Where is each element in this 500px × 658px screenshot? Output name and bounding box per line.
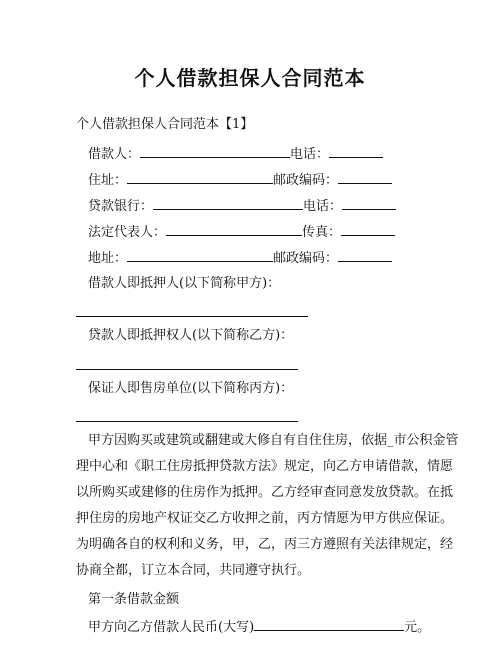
article1-text-b: 元。 — [404, 620, 431, 635]
article1-title: 第一条借款金额 — [88, 592, 180, 607]
legal-rep-blank — [166, 223, 302, 236]
body-line: 协商全都，订立本合同，共同遵守执行。 — [76, 563, 311, 578]
body-line: 以所购买或建修的住房作为抵押。乙方经审查同意发放贷款。在抵 — [76, 485, 454, 500]
phone2-label: 电话： — [303, 199, 343, 214]
party-b-blank — [76, 369, 298, 370]
party-b-label: 贷款人即抵押权人(以下简称乙方)： — [88, 328, 294, 343]
fax-blank — [341, 223, 395, 236]
phone1-blank — [329, 145, 383, 158]
article1-text — [88, 618, 430, 636]
party-a-blank — [76, 316, 308, 317]
body-line: 押住房的房地产权证交乙方收押之前，丙方情愿为甲方供应保证。 — [76, 511, 454, 526]
address1-blank — [127, 171, 273, 184]
phone2-blank — [342, 197, 396, 210]
postcode1-label: 邮政编码： — [273, 173, 339, 188]
lender-bank-label: 贷款银行： — [88, 199, 154, 214]
party-a-label: 借款人即抵押人(以下简称甲方)： — [88, 276, 281, 291]
document-title: 个人借款担保人合同范本 — [134, 66, 366, 90]
body-paragraph — [76, 428, 459, 584]
party-c-label: 保证人即售房单位(以下简称丙方)： — [88, 381, 294, 396]
party-c-blank — [76, 421, 298, 422]
address2-row — [88, 249, 392, 267]
body-line: 理中心和《职工住房抵押贷款方法》规定，向乙方申请借款，情愿 — [76, 459, 454, 474]
borrower-blank — [140, 145, 290, 158]
address1-row — [88, 171, 392, 189]
borrower-row — [88, 145, 383, 163]
legal-rep-label: 法定代表人： — [88, 225, 167, 240]
legal-rep-row — [88, 223, 395, 241]
fax-label: 传真： — [302, 225, 342, 240]
postcode2-blank — [338, 249, 392, 262]
address2-blank — [127, 249, 273, 262]
lender-bank-blank — [153, 197, 303, 210]
body-line: 为明确各自的权利和义务，甲，乙，丙三方遵照有关法律规定，经 — [76, 537, 454, 552]
postcode1-blank — [338, 171, 392, 184]
loan-amount-blank — [254, 618, 404, 631]
lender-bank-row — [88, 197, 396, 215]
phone1-label: 电话： — [290, 147, 330, 162]
document-subtitle: 个人借款担保人合同范本【1】 — [76, 117, 254, 132]
postcode2-label: 邮政编码： — [273, 251, 339, 266]
borrower-label: 借款人： — [88, 147, 141, 162]
body-line: 甲方因购买或建筑或翻建或大修自有自住住房，依据_市公积金管 — [88, 433, 459, 448]
article1-text-a: 甲方向乙方借款人民币(大写) — [88, 620, 255, 635]
address1-label: 住址： — [88, 173, 128, 188]
address2-label: 地址： — [88, 251, 128, 266]
